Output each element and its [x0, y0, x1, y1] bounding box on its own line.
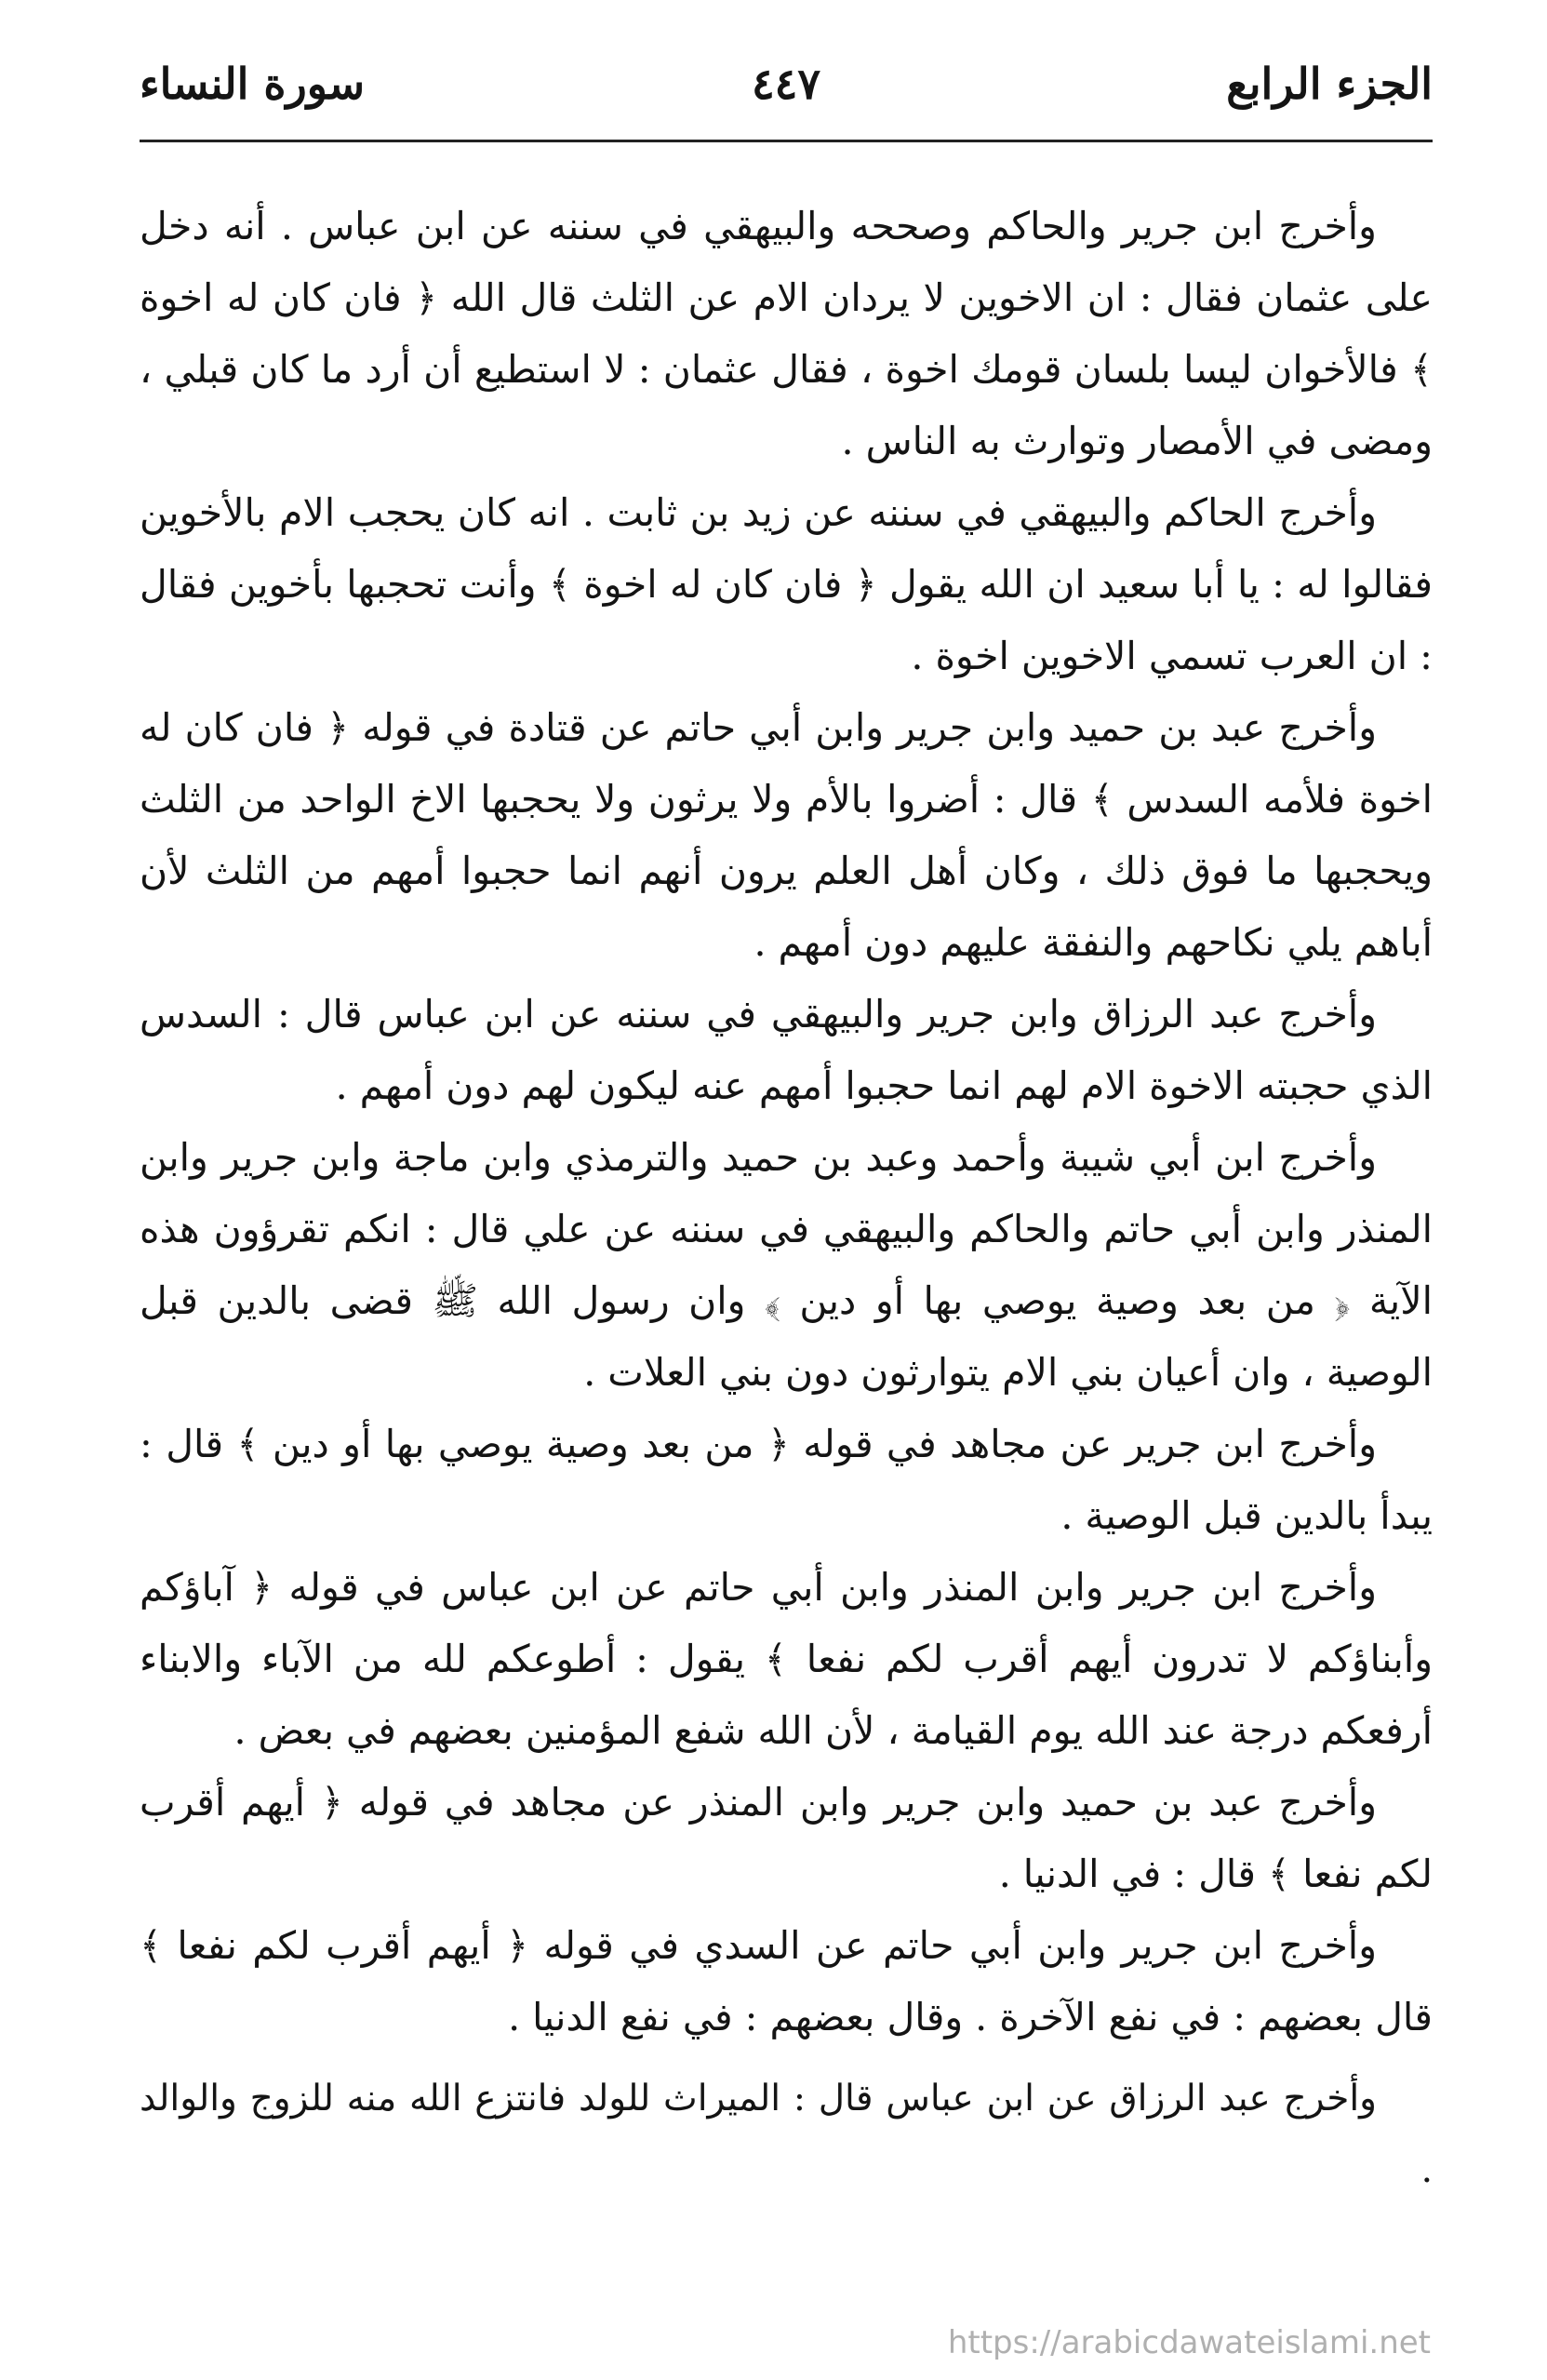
volume-title: الجزء الرابع — [1226, 59, 1433, 109]
paragraph: وأخرج عبد الرزاق عن ابن عباس قال : الميراث للولد فانتزع الله منه للزوج والوالد . — [140, 2078, 1433, 2191]
header-rule — [140, 140, 1433, 142]
paragraph: وأخرج عبد بن حميد وابن جرير وابن أبي حاتم عن قتادة في قوله ﴿ فان كان له اخوة فلأمه السدس ﴾ قال : أضروا بالأم ولا يرثون ولا يحجبها الاخ الواحد من الثلث ويحجبها ما فوق ذلك ، وكان أهل العلم يرون أنهم انما حجبوا أمهم من الثلث لأن أباهم يلي نكاحهم والنفقة عليهم دون أمهم . — [140, 705, 1433, 965]
paragraph: وأخرج عبد الرزاق وابن جرير والبيهقي في سننه عن ابن عباس قال : السدس الذي حجبته الاخوة الام لهم انما حجبوا أمهم عنه ليكون لهم دون أمهم . — [140, 992, 1433, 1108]
surah-title: سورة النساء — [140, 59, 365, 109]
paragraph: وأخرج ابن أبي شيبة وأحمد وعبد بن حميد والترمذي وابن ماجة وابن جرير وابن المنذر وابن أبي حاتم والحاكم والبيهقي في سننه عن علي قال : انكم تقرؤون هذه الآية ﴿ من بعد وصية يوصي بها أو دين ﴾ وان رسول الله ﷺ قضى بالدين قبل الوصية ، وان أعيان بني الام يتوارثون دون بني العلات . — [140, 1135, 1433, 1395]
paragraph: وأخرج ابن جرير وابن المنذر وابن أبي حاتم عن ابن عباس في قوله ﴿ آباؤكم وأبناؤكم لا تدرون أيهم أقرب لكم نفعا ﴾ يقول : أطوعكم لله من الآباء والابناء أرفعكم درجة عند الله يوم القيامة ، لأن الله شفع المؤمنين بعضهم في بعض . — [140, 1565, 1433, 1753]
page-body — [140, 191, 1433, 2206]
paragraph: وأخرج ابن جرير عن مجاهد في قوله ﴿ من بعد وصية يوصي بها أو دين ﴾ قال : يبدأ بالدين قبل الوصية . — [140, 1422, 1433, 1538]
watermark-url: https://arabicdawateislami.net — [947, 2324, 1431, 2361]
page-number: ٤٤٧ — [751, 59, 821, 109]
paragraph: وأخرج ابن جرير وابن أبي حاتم عن السدي في قوله ﴿ أيهم أقرب لكم نفعا ﴾ قال بعضهم : في نفع الآخرة . وقال بعضهم : في نفع الدنيا . — [140, 1923, 1433, 2039]
paragraph: وأخرج الحاكم والبيهقي في سننه عن زيد بن ثابت . انه كان يحجب الام بالأخوين فقالوا له : يا أبا سعيد ان الله يقول ﴿ فان كان له اخوة ﴾ وأنت تحجبها بأخوين فقال : ان العرب تسمي الاخوين اخوة . — [140, 490, 1433, 678]
running-header — [140, 51, 1433, 116]
paragraph: وأخرج عبد بن حميد وابن جرير وابن المنذر عن مجاهد في قوله ﴿ أيهم أقرب لكم نفعا ﴾ قال : في الدنيا . — [140, 1780, 1433, 1896]
paragraph: وأخرج ابن جرير والحاكم وصححه والبيهقي في سننه عن ابن عباس . أنه دخل على عثمان فقال : ان الاخوين لا يردان الام عن الثلث قال الله ﴿ فان كان له اخوة ﴾ فالأخوان ليسا بلسان قومك اخوة ، فقال عثمان : لا استطيع أن أرد ما كان قبلي ، ومضى في الأمصار وتوارث به الناس . — [140, 204, 1433, 463]
